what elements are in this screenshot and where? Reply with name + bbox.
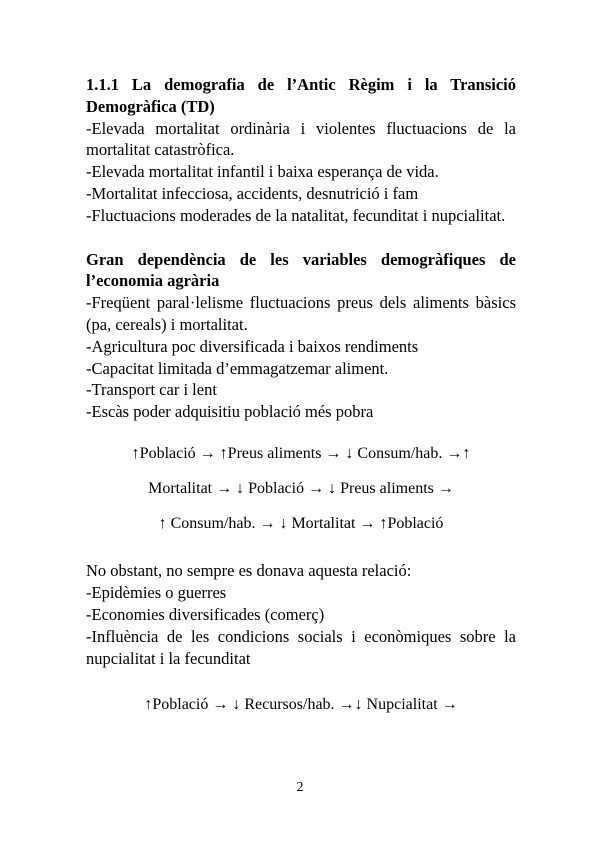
- section-heading-agrarian-dependence: Gran dependència de les variables demogràfiques de l’economia agrària: [86, 249, 516, 291]
- page-content: [86, 74, 516, 716]
- causal-flow-line: ↑ Consum/hab. → ↓ Mortalitat → ↑Població: [158, 514, 444, 532]
- page-number: 2: [296, 780, 304, 795]
- list-item: -Mortalitat infecciosa, accidents, desnutrició i fam: [86, 183, 419, 203]
- list-item: -Influència de les condicions socials i econòmiques sobre la nupcialitat i la fecunditat: [86, 626, 516, 668]
- list-item: -Epidèmies o guerres: [86, 583, 227, 603]
- list-item: -Freqüent paral·lelisme fluctuacions preus dels aliments bàsics (pa, cereals) i mortalitat.: [86, 293, 516, 334]
- paragraph-spacer: [86, 534, 516, 560]
- causal-flow-line: ↑Població → ↓ Recursos/hab. →↓ Nupcialitat →: [144, 696, 458, 714]
- causal-flow-line: Mortalitat → ↓ Població → ↓ Preus aliments →: [148, 479, 454, 497]
- list-item: -Fluctuacions moderades de la natalitat, fecunditat i nupcialitat.: [86, 205, 506, 225]
- list-item: -Elevada mortalitat infantil i baixa esperança de vida.: [86, 162, 439, 182]
- causal-flow-line: ↑Població → ↑Preus aliments → ↓ Consum/hab. →↑: [131, 444, 471, 462]
- section-intro: No obstant, no sempre es donava aquesta relació:: [86, 561, 412, 581]
- causal-flow-block: [86, 694, 516, 716]
- list-item: -Capacitat limitada d’emmagatzemar aliment.: [86, 358, 389, 378]
- list-item: -Transport car i lent: [86, 380, 217, 400]
- list-item: -Agricultura poc diversificada i baixos rendiments: [86, 336, 419, 356]
- section-heading-demography: 1.1.1 La demografia de l’Antic Règim i la Transició Demogràfica (TD): [86, 75, 516, 116]
- paragraph-spacer: [86, 227, 516, 249]
- list-item: -Elevada mortalitat ordinària i violentes fluctuacions de la mortalitat catastròfica.: [86, 118, 516, 160]
- causal-flow-block: [86, 443, 516, 534]
- list-item: -Economies diversificades (comerç): [86, 604, 325, 624]
- list-item: -Escàs poder adquisitiu població més pobra: [86, 402, 374, 422]
